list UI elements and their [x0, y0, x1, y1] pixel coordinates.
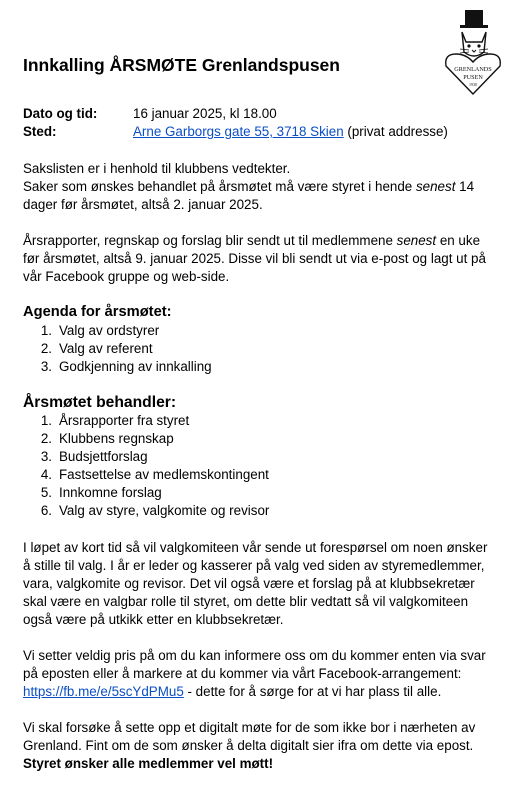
treats-heading: Årsmøtet behandler: — [23, 394, 177, 411]
list-item: 4. Fastsettelse av medlemskontingent — [40, 467, 269, 482]
intro-paragraph — [23, 160, 508, 214]
list-item: 3. Budsjettforslag — [40, 449, 148, 464]
logo-year: 1930 — [469, 82, 477, 87]
rsvp-line1: Vi setter veldig pris på om du kan informere oss om du kommer enten via svar — [23, 648, 486, 663]
election-line2: å stille til valg. I år er leder og kasserer på valg ved siden av styremedlemmer, — [23, 558, 485, 573]
list-item: 1. Valg av ordstyrer — [40, 323, 160, 338]
list-item: 6. Valg av styre, valgkomite og revisor — [40, 503, 270, 518]
intro-line2-tail: 14 — [455, 179, 475, 194]
list-item: 1. Årsrapporter fra styret — [40, 413, 190, 428]
reports-line1: Årsrapporter, regnskap og forslag blir sendt ut til medlemmene — [23, 233, 397, 248]
list-item: 5. Innkomne forslag — [40, 485, 162, 500]
election-line3: vara, valgkomite og revisor. Det vil også være et forslag på at klubbsekretær — [23, 576, 475, 591]
agenda-list — [23, 322, 212, 376]
rsvp-line2: på eposten eller å markere at du kommer via vårt Facebook-arrangement: — [23, 666, 462, 681]
rsvp-paragraph — [23, 647, 508, 701]
intro-line1: Sakslisten er i henhold til klubbens vedtekter. — [23, 161, 291, 176]
reports-line3: vår Facebook gruppe og web-side. — [23, 269, 230, 284]
digital-line2: Grenland. Fint om de som ønsker å delta digitalt sier ifra om dette via epost. — [23, 738, 474, 753]
list-item: 2. Valg av referent — [40, 341, 153, 356]
intro-line3: dager før årsmøtet, altså 2. januar 2025. — [23, 197, 263, 212]
date-value: 16 januar 2025, kl 18.00 — [133, 106, 277, 121]
address-link[interactable]: Arne Garborgs gate 55, 3718 Skien — [133, 124, 344, 139]
club-logo — [442, 8, 504, 98]
place-label: Sted: — [23, 124, 57, 139]
election-line5: også være på utkikk etter en klubbsekretær. — [23, 612, 284, 627]
digital-paragraph — [23, 719, 508, 773]
digital-line1: Vi skal forsøke å sette opp et digitalt møte for de som ikke bor i nærheten av — [23, 720, 476, 735]
election-line1: I løpet av kort tid så vil valgkomiteen vår sende ut forespørsel om noen ønsker — [23, 540, 488, 555]
rsvp-line3-tail: - dette for å sørge for at vi har plass til alle. — [183, 684, 442, 699]
place-row — [23, 123, 448, 141]
meeting-details — [23, 105, 448, 141]
closing-greeting: Styret ønsker alle medlemmer vel møtt! — [23, 756, 274, 771]
election-paragraph — [23, 539, 508, 629]
date-label: Dato og tid: — [23, 106, 98, 121]
list-item: 3. Godkjenning av innkalling — [40, 359, 212, 374]
cat-logo-icon — [442, 8, 504, 98]
election-line4: skal være en valgbar rolle til styret, om dette blir vedtatt så vil valgkomiteen — [23, 594, 469, 609]
place-note: (privat addresse) — [343, 124, 448, 139]
reports-line1-tail: en uke — [436, 233, 481, 248]
page-title: Innkalling ÅRSMØTE Grenlandspusen — [23, 55, 340, 75]
agenda-heading: Agenda for årsmøtet: — [23, 304, 172, 320]
facebook-event-link[interactable]: https://fb.me/e/5scYdPMu5 — [23, 684, 184, 699]
intro-line2: Saker som ønskes behandlet på årsmøtet må være styret i hende — [23, 179, 416, 194]
intro-emphasis: senest — [415, 179, 456, 194]
reports-paragraph — [23, 232, 508, 286]
logo-line2: PUSEN — [463, 74, 483, 81]
treats-list — [23, 412, 269, 520]
logo-line1: GRENLANDS — [454, 66, 492, 73]
reports-emphasis: senest — [396, 233, 437, 248]
date-row — [23, 105, 448, 123]
reports-line2: før årsmøtet, altså 9. januar 2025. Disse vil bli sendt ut via e-post og lagt ut på — [23, 251, 486, 266]
list-item: 2. Klubbens regnskap — [40, 431, 174, 446]
